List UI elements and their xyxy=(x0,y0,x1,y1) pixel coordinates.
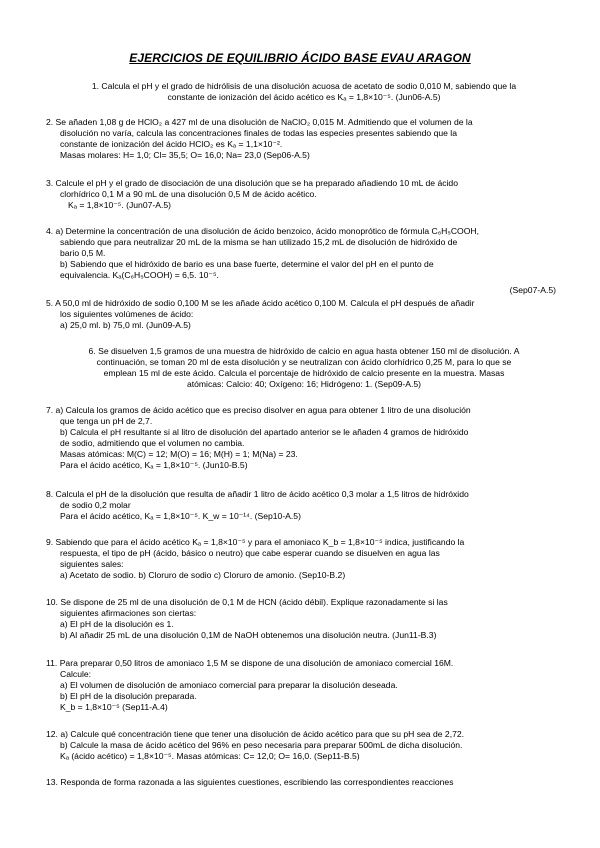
exercise-line: 13. Responda de forma razonada a las siguientes cuestiones, escribiendo las correspondientes reacciones xyxy=(46,777,454,787)
exercise-line: respuesta, el tipo de pH (ácido, básico o neutro) que cabe esperar cuando se disuelven en agua las xyxy=(60,548,440,559)
exercise-line: b) Al añadir 25 mL de una disolución 0,1M de NaOH obtenemos una disolución neutra. (Jun11-B.3) xyxy=(60,630,437,641)
exercise-line: 4. a) Determine la concentración de una disolución de ácido benzoico, ácido monoprótico de fórmula C₆H₅COOH, xyxy=(46,226,480,236)
exercise-line: b) Sabiendo que el hidróxido de bario es una base fuerte, determine el valor del pH en el punto de xyxy=(60,259,434,270)
exercise-line: b) Calcula el pH resultante si al litro de disolución del apartado anterior se le añaden 4 gramos de hidróxido xyxy=(60,427,469,438)
exercise-line: que tenga un pH de 2,7. xyxy=(60,416,153,427)
exercise-10 xyxy=(46,597,562,641)
exercise-12 xyxy=(46,729,562,762)
exercise-line: Masas molares: H= 1,0; Cl= 35,5; O= 16,0; Na= 23,0 (Sep06-A.5) xyxy=(60,150,310,161)
exercise-line: 8. Calcula el pH de la disolución que resulta de añadir 1 litro de ácido acético 0,3 molar a 1,5 litros de hidróxido xyxy=(46,489,469,499)
exercise-line: de sodio, admitiendo que el volumen no cambia. xyxy=(60,438,245,449)
exercise-line: Masas atómicas: M(C) = 12; M(O) = 16; M(H) = 1; M(Na) = 23. xyxy=(60,449,298,460)
page-title: EJERCICIOS DE EQUILIBRIO ÁCIDO BASE EVAU ARAGON xyxy=(129,51,471,65)
exercise-11 xyxy=(46,658,562,713)
exercise-9 xyxy=(46,537,562,581)
exercise-line: Kₐ (ácido acético) = 1,8×10⁻⁵. Masas atómicas: C= 12,0; O= 16,0. (Sep11-B.5) xyxy=(60,751,360,762)
exercise-line: atómicas: Calcio: 40; Oxígeno: 16; Hidrógeno: 1. (Sep09-A.5) xyxy=(186,379,422,390)
exercise-line: Para el ácido acético, Kₐ = 1,8×10⁻⁵. (Jun10-B.5) xyxy=(60,460,248,471)
exercise-line: 2. Se añaden 1,08 g de HClO₂ a 427 ml de una disolución de NaClO₂ 0,015 M. Admitiendo que el volumen de la xyxy=(46,117,473,127)
exercise-line: 7. a) Calcula los gramos de ácido acético que es preciso disolver en agua para obtener 1 litro de una disolución xyxy=(46,405,471,415)
exercise-line: a) El volumen de disolución de amoniaco comercial para preparar la disolución deseada. xyxy=(60,680,398,691)
exercise-line: K_b = 1,8×10⁻⁵ (Sep11-A.4) xyxy=(60,702,168,713)
exercise-line: continuación, se toman 20 ml de esta disolución y se neutralizan con ácido clorhídrico 0,25 M, para lo que se xyxy=(96,357,512,368)
exercise-line: los siguientes volúmenes de ácido: xyxy=(60,309,194,320)
exercise-1 xyxy=(46,81,562,103)
exercise-5 xyxy=(46,298,562,331)
exercise-line: 11. Para preparar 0,50 litros de amoniaco 1,5 M se dispone de una disolución de amoniaco comercial 16M. xyxy=(46,658,454,668)
exercise-8 xyxy=(46,489,562,522)
exercise-line: constante de ionización del ácido HClO₂ es Kₐ = 1,1×10⁻². xyxy=(60,139,283,150)
exercise-line: a) El pH de la disolución es 1. xyxy=(60,619,174,630)
exercise-line: a) 25,0 ml. b) 75,0 ml. (Jun09-A.5) xyxy=(60,320,191,331)
exercise-line: Calcule: xyxy=(60,669,92,680)
exercise-line: Para el ácido acético, Kₐ = 1,8×10⁻⁵. K_w = 10⁻¹⁴. (Sep10-A.5) xyxy=(60,511,301,522)
exercise-line: de sodio 0,2 molar xyxy=(60,500,131,511)
exercise-line: (Sep07-A.5) xyxy=(509,285,556,296)
exercise-line: b) Calcule la masa de ácido acético del 96% en peso necesaria para preparar 500mL de dicha disolución. xyxy=(60,740,463,751)
exercise-line: 10. Se dispone de 25 ml de una disolución de 0,1 M de HCN (ácido débil). Explique razonadamente si las xyxy=(46,597,448,607)
exercise-line: a) Acetato de sodio. b) Cloruro de sodio c) Cloruro de amonio. (Sep10-B.2) xyxy=(60,570,346,581)
exercise-3 xyxy=(46,178,562,211)
exercise-line: clorhídrico 0,1 M a 90 mL de una disolución 0,5 M de ácido acético. xyxy=(60,189,317,200)
exercise-line: 1. Calcula el pH y el grado de hidrólisis de una disolución acuosa de acetato de sodio 0,010 M, sabiendo que la xyxy=(91,81,517,91)
exercise-6 xyxy=(46,346,562,390)
exercise-line: constante de ionización del ácido acético es Kₐ = 1,8×10⁻⁵. (Jun06-A.5) xyxy=(167,92,441,103)
exercise-4 xyxy=(46,226,562,297)
exercise-line: 5. A 50,0 ml de hidróxido de sodio 0,100 M se les añade ácido acético 0,100 M. Calcula el pH después de añadir xyxy=(46,298,475,308)
exercise-2 xyxy=(46,117,562,161)
exercise-line: Kₐ = 1,8×10⁻⁵. (Jun07-A.5) xyxy=(68,200,172,211)
exercise-line: sabiendo que para neutralizar 20 mL de la misma se han utilizado 15,2 mL de disolución de hidróxido de xyxy=(60,237,458,248)
exercise-line: 9. Sabiendo que para el ácido acético Kₐ = 1,8×10⁻⁵ y para el amoniaco K_b = 1,8×10⁻⁵ indica, justificando la xyxy=(46,537,465,547)
exercise-line: b) El pH de la disolución preparada. xyxy=(60,691,197,702)
exercise-line: bario 0,5 M. xyxy=(60,248,106,259)
exercise-line: siguientes sales: xyxy=(60,559,124,570)
exercise-line: 3. Calcule el pH y el grado de disociación de una disolución que se ha preparado añadiendo 10 mL de ácido xyxy=(46,178,458,188)
exercise-line: siguientes afirmaciones son ciertas: xyxy=(60,608,197,619)
exercise-line: 6. Se disuelven 1,5 gramos de una muestra de hidróxido de calcio en agua hasta obtener 150 ml de disolución. A xyxy=(88,346,520,356)
exercise-line: equivalencia. Kₐ(C₆H₅COOH) = 6,5. 10⁻⁵. xyxy=(60,270,219,281)
exercise-line: 12. a) Calcule qué concentración tiene que tener una disolución de ácido acético para que su pH sea de 2,72. xyxy=(46,729,465,739)
exercise-7 xyxy=(46,405,562,472)
exercise-line: disolución no varía, calcula las concentraciones finales de todas las especies presentes sabiendo que la xyxy=(60,128,457,139)
exercise-line: emplean 15 ml de este ácido. Calcula el porcentaje de hidróxido de calcio presente en la muestra. Masas xyxy=(103,368,505,379)
exercise-13 xyxy=(46,777,562,788)
